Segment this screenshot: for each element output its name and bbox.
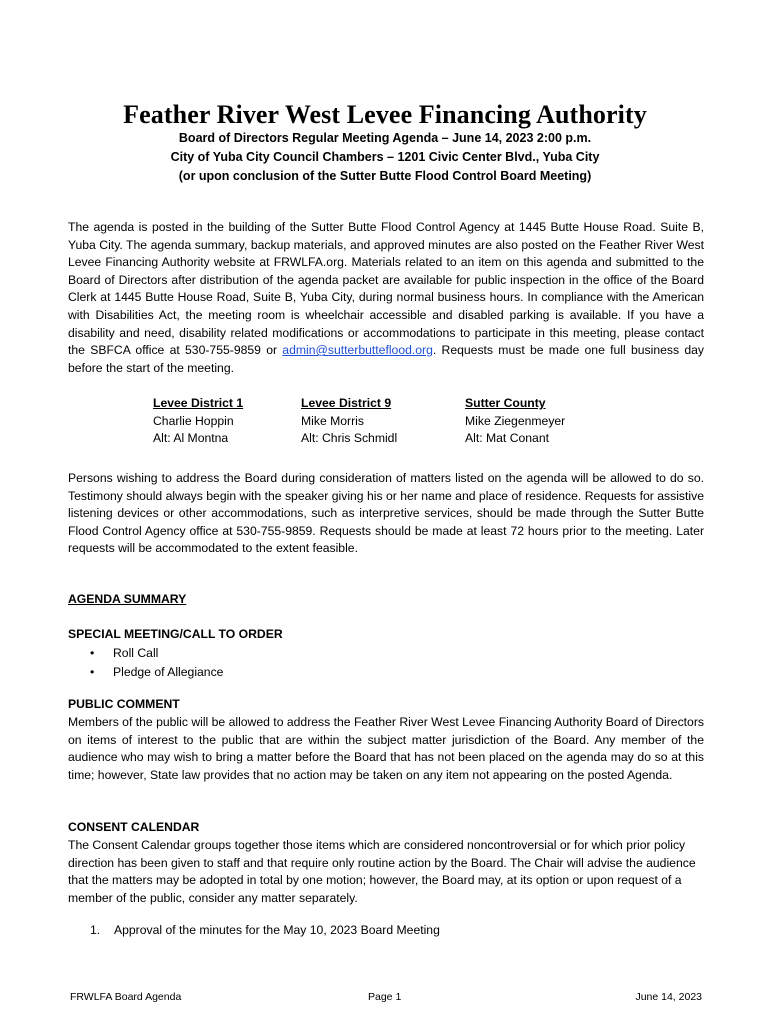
persons-paragraph: Persons wishing to address the Board during consideration of matters listed on the agenda will be allowed to do so. Testimony should always begin with the speaker giving his or her name and place of residence. Requests for assistive listening devices or other accommodations, such as interpretive services, should be made through the Sutter Butte Flood Control Agency office at 530-755-9859. Requests should be made at least 72 hours prior to the meeting. Later requests will be accommodated to the extent feasible.	[68, 471, 704, 556]
district-heading: Levee District 9	[301, 396, 392, 410]
director-name: Mike Morris	[301, 413, 364, 428]
alternate-name: Alt: Chris Schmidl	[301, 431, 398, 446]
location-line: City of Yuba City Council Chambers – 1201 Civic Center Blvd., Yuba City	[170, 150, 600, 164]
district-heading: Levee District 1	[153, 396, 244, 410]
consent-calendar-heading: CONSENT CALENDAR	[68, 820, 200, 834]
footer-date: June 14, 2023	[635, 991, 702, 1003]
bullet: •	[90, 664, 95, 679]
director-column-3	[465, 395, 565, 448]
special-meeting-heading: SPECIAL MEETING/CALL TO ORDER	[68, 627, 283, 641]
consent-calendar-paragraph: The Consent Calendar groups together those items which are considered noncontroversial or for which prior policy direction has been given to staff and that require only routine action by the Board. The Chair will advise the audience that the matters may be adopted in total by one motion; however, the Board may, at its option or upon request of a member of the public, consider any matter separately.	[68, 838, 696, 905]
email-link[interactable]: admin@sutterbutteflood.org	[282, 343, 433, 358]
director-column-2	[301, 395, 397, 448]
alternate-name: Alt: Mat Conant	[465, 431, 549, 446]
intro-text-end: . Requests must be made one full business day before the start of the meeting.	[68, 343, 704, 375]
public-comment-heading: PUBLIC COMMENT	[68, 697, 180, 711]
item-number: 1.	[90, 923, 101, 937]
footer-left: FRWLFA Board Agenda	[70, 991, 182, 1003]
director-name: Mike Ziegenmeyer	[465, 413, 566, 428]
list-item: • Roll Call	[88, 644, 223, 663]
intro-paragraph	[68, 219, 704, 377]
special-meeting-list	[88, 644, 223, 681]
item-text: Approval of the minutes for the May 10, 2023 Board Meeting	[114, 923, 440, 937]
bullet: •	[90, 646, 95, 660]
footer-page: Page 1	[368, 991, 402, 1003]
alternate-name: Alt: Al Montna	[153, 431, 229, 446]
agenda-summary-heading: AGENDA SUMMARY	[68, 592, 187, 606]
document-title: Feather River West Levee Financing Authority	[123, 100, 647, 129]
public-comment-paragraph: Members of the public will be allowed to address the Feather River West Levee Financing Authority Board of Directors on items of interest to the public that are within the subject matter jurisdiction of the Board. Any member of the audience who may wish to bring a matter before the Board that has not been placed on the agenda may do so at this time; however, State law provides that no action may be taken on any item not appearing on the posted Agenda.	[68, 715, 704, 782]
director-name: Charlie Hoppin	[153, 413, 234, 428]
director-column-1	[153, 395, 243, 448]
consent-item	[90, 923, 440, 937]
conclusion-line: (or upon conclusion of the Sutter Butte Flood Control Board Meeting)	[178, 169, 592, 183]
intro-text: The agenda is posted in the building of the Sutter Butte Flood Control Agency at 1445 Butte House Road. Suite B, Yuba City. The agenda summary, backup materials, and approved minutes are also posted on the Feather River West Levee Financing Authority website at FRWLFA.org. Materials related to an item on this agenda and submitted to the Board of Directors after distribution of the agenda packet are available for public inspection in the office of the Board Clerk at 1445 Butte House Road, Suite B, Yuba City, during normal business hours. In compliance with the American with Disabilities Act, the meeting room is wheelchair accessible and disabled parking is available. If you have a disability and need, disability related modifications or accommodations to participate in this meeting, please contact the SBFCA office at 530-755-9859 or	[68, 220, 704, 358]
list-item: • Pledge of Allegiance	[88, 663, 223, 682]
meeting-line: Board of Directors Regular Meeting Agenda – June 14, 2023 2:00 p.m.	[178, 131, 592, 145]
district-heading: Sutter County	[465, 396, 546, 410]
